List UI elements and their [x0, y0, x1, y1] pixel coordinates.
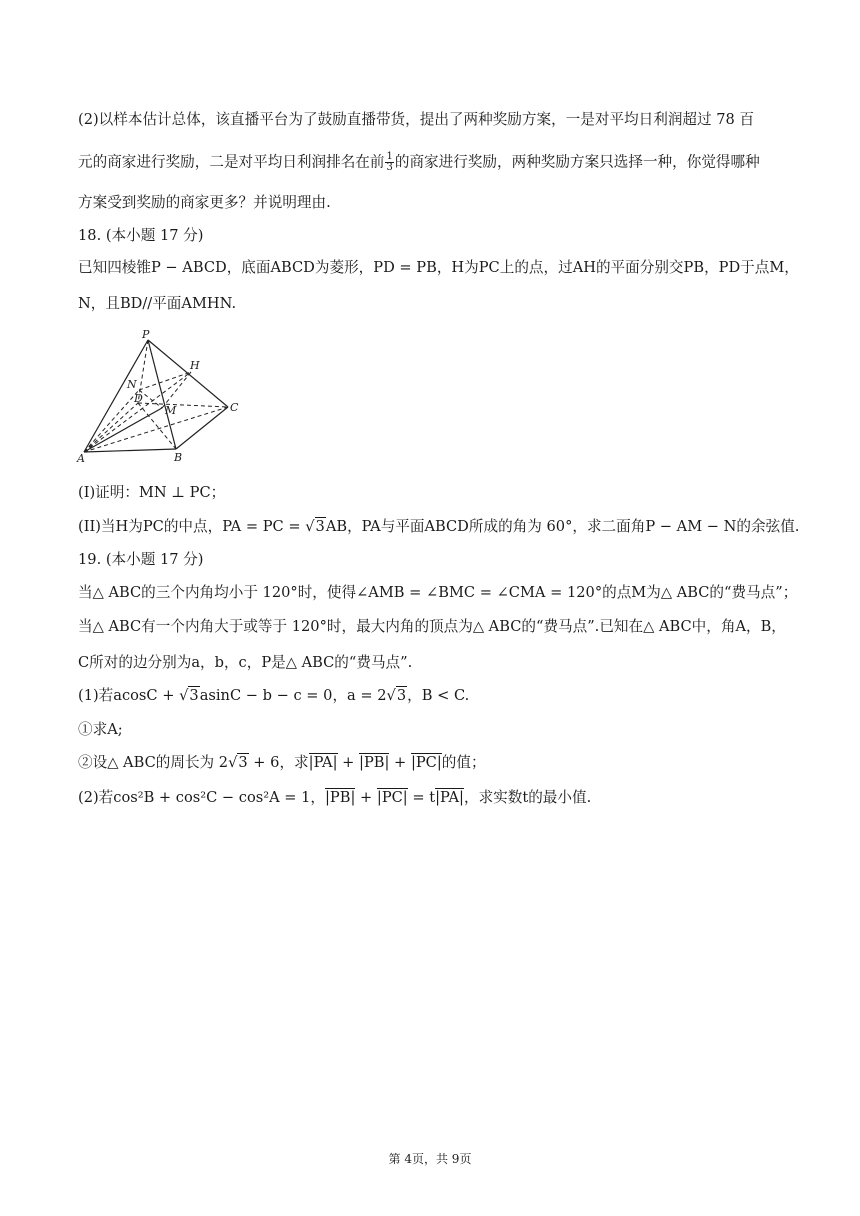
q17-part2-line2-start: 元的商家进行奖励，二是对平均日利润排名在前: [78, 153, 385, 171]
q18-stem-line1: 已知四棱锥P − ABCD，底面ABCD为菱形，PD = PB，H为PC上的点，过AH的平面分别交PB，PD于点M，: [78, 259, 799, 276]
label-A: A: [77, 452, 85, 465]
q19-stem-line3: C所对的边分别为a，b，c，P是△ ABC的“费马点”.: [78, 654, 413, 671]
q18-stem-line2: N，且BD//平面AMHN.: [78, 295, 237, 312]
edge-NH: [139, 372, 191, 390]
q19-part2-b: ，求实数t的最小值.: [463, 789, 592, 806]
sqrt-symbol: √3: [386, 687, 407, 704]
vector-PC: |PC|: [376, 789, 408, 806]
q19-sub2-c: 的值；: [441, 754, 486, 771]
q18-part1: (I)证明：MN ⊥ PC；: [78, 484, 226, 501]
edge-AB: [84, 449, 176, 452]
q17-part2-line2-end: 的商家进行奖励，两种奖励方案只选择一种，你觉得哪种: [394, 153, 760, 171]
q17-part2-line1: (2)以样本估计总体，该直播平台为了鼓励直播带货，提出了两种奖励方案，一是对平均日利润超过 78 百: [78, 111, 755, 128]
q19-part2-a: (2)若cos²B + cos²C − cos²A = 1，: [78, 789, 325, 806]
vector-PC: |PC|: [410, 754, 442, 771]
q19-sub2-a: ②设△ ABC的周长为 2: [78, 754, 229, 771]
q18-part2: [78, 517, 799, 537]
q18-part2-end: AB，PA与平面ABCD所成的角为 60°，求二面角P − AM − N的余弦值.: [325, 518, 800, 535]
fraction-one-third: $\frac{1}{3}$: [386, 151, 393, 173]
q19-part1-c: ，B < C.: [407, 687, 470, 704]
edge-AM: [84, 408, 162, 452]
vector-PA: |PA|: [308, 754, 338, 771]
label-M: M: [165, 404, 177, 417]
q17-part2-line2: [78, 152, 760, 173]
label-D: D: [134, 392, 143, 405]
q19-stem-line1: 当△ ABC的三个内角均小于 120°时，使得∠AMB = ∠BMC = ∠CMA = 120°的点M为△ ABC的“费马点”；: [78, 584, 798, 601]
vector-PB: |PB|: [359, 754, 390, 771]
q19-part1: [78, 686, 469, 706]
q17-part2-line3: 方案受到奖励的商家更多？并说明理由.: [78, 194, 331, 211]
edge-AD: [84, 403, 138, 452]
q18-part2-start: (II)当H为PC的中点，PA = PC =: [78, 518, 306, 535]
label-H: H: [190, 359, 200, 372]
q19-part2: [78, 788, 591, 808]
vector-PA: |PA|: [435, 789, 464, 806]
vector-PB: |PB|: [325, 789, 356, 806]
edge-MH: [162, 372, 191, 408]
label-B: B: [174, 451, 183, 464]
q19-stem-line2: 当△ ABC有一个内角大于或等于 120°时，最大内角的顶点为△ ABC的“费马点”.已知在△ ABC中，角A，B，: [78, 618, 786, 635]
edge-DC: [138, 403, 228, 407]
q19-sub1: ①求A;: [78, 721, 123, 738]
plus-sign: +: [355, 789, 377, 806]
edge-BC: [176, 407, 228, 449]
plus-sign: +: [337, 754, 360, 771]
plus-sign: +: [389, 754, 411, 771]
sqrt-symbol: √3: [305, 518, 325, 535]
label-P: P: [142, 328, 150, 341]
label-N: N: [127, 378, 137, 391]
edge-AN: [84, 390, 139, 452]
q19-header: 19. (本小题 17 分): [78, 551, 204, 568]
q18-header: 18. (本小题 17 分): [78, 227, 204, 244]
pyramid-figure: [76, 328, 246, 466]
sqrt-symbol: √3: [228, 754, 248, 771]
label-C: C: [230, 401, 239, 414]
q19-part1-b: asinC − b − c = 0，a = 2: [199, 687, 387, 704]
q19-sub2: [78, 753, 486, 773]
page-footer: 第 4页，共 9页: [388, 1152, 472, 1166]
equals-t: = t: [407, 789, 436, 806]
sqrt-symbol: √3: [179, 687, 199, 704]
q19-sub2-b: + 6，求: [248, 754, 309, 771]
q19-part1-a: (1)若acosC +: [78, 687, 180, 704]
